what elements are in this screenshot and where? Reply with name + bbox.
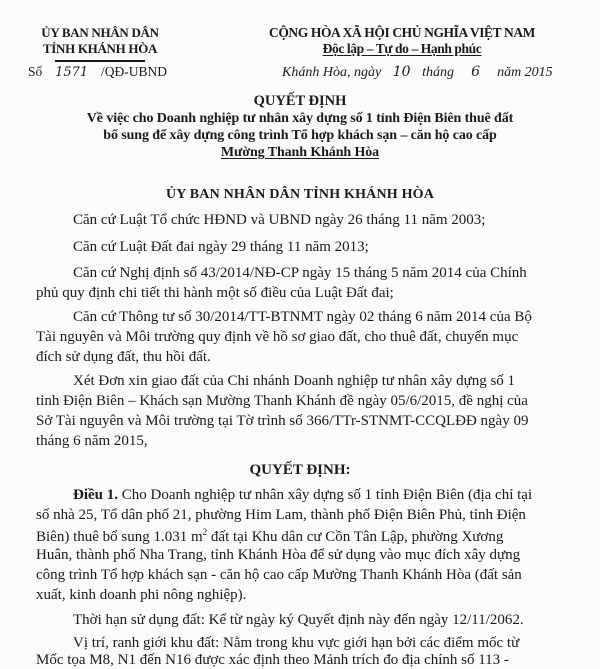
authority-line-2: TỈNH KHÁNH HÒA — [42, 41, 158, 56]
basis-1: Căn cứ Luật Tổ chức HĐND và UBND ngày 26 tháng 11 năm 2003; — [73, 212, 486, 228]
article-1-line-3: Biên) thuê bổ sung 1.031 $m^2$ đất tại Khu dân cư Cồn Tân Lập, phường Xương — [36, 527, 504, 545]
basis-4-line-3: đích sử dụng đất, thu hồi đất. — [36, 349, 211, 365]
location-line-2: Mốc tọa M8, N1 đến N16 được xác định theo Mảnh trích đo địa chính số 113 - — [36, 652, 509, 668]
document-number — [28, 64, 167, 80]
date-month-label: tháng — [422, 65, 455, 80]
land-use-term: Thời hạn sử dụng đất: Kể từ ngày ký Quyết định này đến ngày 12/11/2062. — [73, 612, 524, 628]
subject-line-3: Mường Thanh Khánh Hòa — [220, 145, 380, 160]
location-line-1: Vị trí, ranh giới khu đất: Nằm trong khu vực giới hạn bởi các điểm mốc từ — [73, 635, 520, 651]
basis-5-line-4: tháng 6 năm 2015, — [36, 433, 148, 449]
number-suffix: /QĐ-UBND — [101, 64, 168, 79]
basis-3-line-1: Căn cứ Nghị định số 43/2014/NĐ-CP ngày 15 tháng 5 năm 2014 của Chính — [73, 265, 527, 281]
article-1-line-2: số nhà 25, Tổ dân phố 21, phường Him Lam, thành phố Điện Biên Phủ, tỉnh Điện — [36, 507, 526, 523]
article-1-line-4: Huân, thành phố Nha Trang, tỉnh Khánh Hòa để sử dụng vào mục đích xây dựng — [36, 547, 521, 563]
subject-line-1: Về việc cho Doanh nghiệp tư nhân xây dựng số 1 tỉnh Điện Biên thuê đất — [86, 111, 514, 126]
basis-4-line-1: Căn cứ Thông tư số 30/2014/TT-BTNMT ngày 02 tháng 6 năm 2014 của Bộ — [73, 309, 532, 325]
article-1-label: Điều 1. — [73, 487, 118, 503]
basis-3-line-2: phủ quy định chi tiết thi hành một số điều của Luật Đất đai; — [36, 285, 394, 301]
basis-4-line-2: Tài nguyên và Môi trường quy định về hồ sơ giao đất, cho thuê đất, chuyển mục — [36, 329, 519, 345]
number-handwritten: 1571 — [55, 65, 89, 80]
document-subject — [20, 110, 580, 161]
national-header — [232, 25, 572, 57]
basis-5-line-3: Sở Tài nguyên và Môi trường tại Tờ trình số 366/TTr-STNMT-CCQLĐĐ ngày 09 — [36, 413, 529, 429]
article-1-line-5: công trình Tổ hợp khách sạn - căn hộ cao cấp Mường Thanh Khánh Hòa (đất sản — [36, 567, 522, 583]
basis-2: Căn cứ Luật Đất đai ngày 29 tháng 11 năm 2013; — [73, 239, 369, 255]
authority-line-1: ỦY BAN NHÂN DÂN — [41, 25, 159, 40]
date-year: năm 2015 — [497, 65, 553, 80]
subject-line-2: bổ sung để xây dựng công trình Tổ hợp khách sạn – căn hộ cao cấp — [103, 128, 497, 143]
article-1-line-6: xuất, kinh doanh phi nông nghiệp). — [36, 587, 247, 603]
decision-heading: QUYẾT ĐỊNH: — [249, 462, 351, 478]
issue-date — [282, 64, 553, 81]
national-motto: Độc lập – Tự do – Hạnh phúc — [322, 41, 482, 56]
number-prefix: Số — [28, 64, 43, 79]
national-title: CỘNG HÒA XÃ HỘI CHỦ NGHĨA VIỆT NAM — [268, 25, 536, 40]
basis-5-line-1: Xét Đơn xin giao đất của Chi nhánh Doanh nghiệp tư nhân xây dựng số 1 — [73, 373, 516, 389]
issuer-heading: ỦY BAN NHÂN DÂN TỈNH KHÁNH HÒA — [165, 187, 435, 202]
date-day: 10 — [392, 64, 411, 80]
header-divider — [55, 60, 145, 62]
basis-5-line-2: tỉnh Điện Biên – Khách sạn Mường Thanh Khánh đề ngày 05/6/2015, đề nghị của — [36, 393, 528, 409]
issuing-authority-header — [20, 25, 180, 62]
date-place: Khánh Hòa, ngày — [282, 65, 382, 80]
date-month: 6 — [471, 64, 481, 80]
document-title: QUYẾT ĐỊNH — [253, 93, 347, 109]
article-1-line-1: Điều 1. Cho Doanh nghiệp tư nhân xây dựng số 1 tỉnh Điện Biên (địa chỉ tại — [73, 487, 533, 503]
